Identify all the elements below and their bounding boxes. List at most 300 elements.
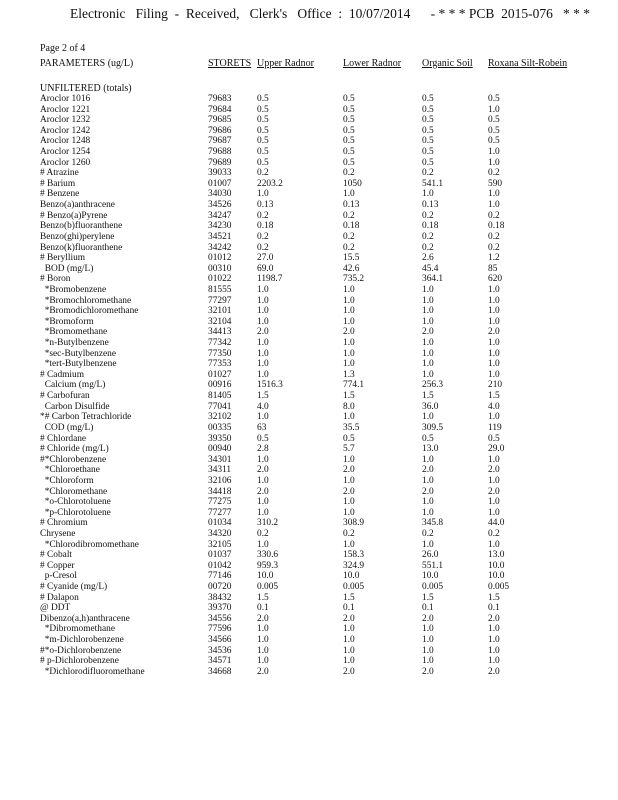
parameter-name: *m-Dichlorobenzene <box>40 635 124 646</box>
table-row <box>40 412 600 423</box>
roxana-silt-value: 1.5 <box>488 391 500 402</box>
storet-code: 77596 <box>208 624 232 635</box>
upper-radnor-value: 1.0 <box>257 295 269 306</box>
lower-radnor-header: Lower Radnor <box>343 58 402 69</box>
organic-soil-value: 1.0 <box>422 624 434 635</box>
lower-radnor-value: 0.2 <box>343 528 355 539</box>
roxana-silt-value: 1.0 <box>488 656 500 667</box>
storet-code: 34247 <box>208 210 232 221</box>
parameter-name: # Cyanide (mg/L) <box>40 582 108 593</box>
lower-radnor-value: 15.5 <box>343 253 360 264</box>
organic-soil-value: 1.0 <box>422 507 434 518</box>
storet-code: 79689 <box>208 157 232 168</box>
parameter-name: # Cobalt <box>40 550 73 561</box>
lower-radnor-value: 0.2 <box>343 242 355 253</box>
organic-soil-value: 0.2 <box>422 210 434 221</box>
section-label: UNFILTERED (totals) <box>40 83 132 94</box>
upper-radnor-value: 2.8 <box>257 444 269 455</box>
storet-code: 34311 <box>208 465 232 476</box>
organic-soil-value: 0.5 <box>422 94 434 104</box>
storet-code: 79685 <box>208 115 232 126</box>
roxana-silt-value: 1.0 <box>488 348 500 359</box>
organic-soil-value: 2.0 <box>422 327 434 338</box>
organic-soil-value: 0.5 <box>422 147 434 158</box>
lower-radnor-value: 1.0 <box>343 295 355 306</box>
roxana-silt-value: 1.0 <box>488 295 500 306</box>
roxana-silt-value: 10.0 <box>488 571 505 582</box>
organic-soil-value: 0.1 <box>422 603 434 614</box>
organic-soil-value: 551.1 <box>422 560 444 571</box>
organic-soil-value: 1.0 <box>422 189 434 200</box>
lower-radnor-value: 0.2 <box>343 231 355 242</box>
roxana-silt-value: 1.0 <box>488 306 500 317</box>
upper-radnor-value: 1.0 <box>257 497 269 508</box>
lower-radnor-value: 0.18 <box>343 221 360 232</box>
organic-soil-value: 309.5 <box>422 422 444 433</box>
organic-soil-value: 0.5 <box>422 115 434 126</box>
filing-stamp-header: Electronic Filing - Received, Clerk's Office : 10/07/2014 - * * * PCB 2015-076 * * * <box>70 6 590 21</box>
column-header-row <box>40 58 600 72</box>
upper-radnor-value: 0.2 <box>257 528 269 539</box>
organic-soil-value: 1.0 <box>422 348 434 359</box>
table-row <box>40 497 600 508</box>
parameter-name: *Bromodichloromethane <box>40 306 139 317</box>
roxana-silt-value: 1.0 <box>488 147 500 158</box>
organic-soil-value: 1.0 <box>422 359 434 370</box>
parameter-name: *Bromomethane <box>40 327 108 338</box>
parameter-name: BOD (mg/L) <box>40 263 94 274</box>
storet-code: 77041 <box>208 401 232 412</box>
lower-radnor-value: 1.0 <box>343 475 355 486</box>
organic-soil-value: 0.2 <box>422 231 434 242</box>
organic-soil-value: 1.0 <box>422 412 434 423</box>
roxana-silt-value: 29.0 <box>488 444 505 455</box>
lower-radnor-value: 158.3 <box>343 550 365 561</box>
parameter-name: # Barium <box>40 178 76 189</box>
organic-soil-value: 10.0 <box>422 571 439 582</box>
organic-soil-value: 0.13 <box>422 200 439 211</box>
organic-soil-value: 1.0 <box>422 475 434 486</box>
roxana-silt-value: 2.0 <box>488 486 500 497</box>
lower-radnor-value: 42.6 <box>343 263 360 274</box>
roxana-silt-value: 1.2 <box>488 253 500 264</box>
storet-code: 32101 <box>208 306 232 317</box>
storet-code: 77350 <box>208 348 232 359</box>
table-row <box>40 306 600 317</box>
storet-code: 00310 <box>208 263 232 274</box>
table-row <box>40 274 600 285</box>
lower-radnor-value: 1.5 <box>343 391 355 402</box>
upper-radnor-value: 0.2 <box>257 242 269 253</box>
lower-radnor-value: 0.5 <box>343 115 355 126</box>
parameter-name: @ DDT <box>40 603 71 614</box>
storet-code: 00720 <box>208 582 232 593</box>
upper-radnor-value: 2.0 <box>257 327 269 338</box>
parameter-name: p-Cresol <box>40 571 77 582</box>
parameters-header: PARAMETERS (ug/L) <box>40 58 134 69</box>
roxana-silt-value: 0.5 <box>488 136 500 147</box>
table-row <box>40 296 600 307</box>
table-row <box>40 624 600 635</box>
parameter-name: Aroclor 1260 <box>40 157 91 168</box>
parameter-name: # Benzo(a)Pyrene <box>40 210 108 221</box>
parameter-name: *Chloroethane <box>40 465 100 476</box>
roxana-silt-value: 1.0 <box>488 284 500 295</box>
storet-code: 77277 <box>208 507 232 518</box>
upper-radnor-value: 1.0 <box>257 624 269 635</box>
lower-radnor-value: 0.1 <box>343 603 355 614</box>
table-row <box>40 253 600 264</box>
storet-code: 81405 <box>208 391 232 402</box>
lower-radnor-value: 2.0 <box>343 613 355 624</box>
storet-code: 34320 <box>208 528 232 539</box>
organic-soil-value: 0.5 <box>422 157 434 168</box>
parameter-name: Calcium (mg/L) <box>40 380 106 391</box>
roxana-silt-value: 119 <box>488 422 502 433</box>
upper-radnor-value: 2.0 <box>257 465 269 476</box>
lower-radnor-value: 1.0 <box>343 189 355 200</box>
roxana-silt-value: 0.5 <box>488 125 500 136</box>
table-row <box>40 402 600 413</box>
table-row <box>40 327 600 338</box>
parameter-name: # Chromium <box>40 518 88 529</box>
table-row <box>40 561 600 572</box>
table-row <box>40 115 600 126</box>
organic-soil-value: 0.5 <box>422 125 434 136</box>
roxana-silt-value: 1.0 <box>488 369 500 380</box>
lower-radnor-value: 0.2 <box>343 168 355 179</box>
table-row <box>40 317 600 328</box>
organic-soil-value: 1.0 <box>422 284 434 295</box>
storet-code: 01037 <box>208 550 232 561</box>
table-row <box>40 656 600 667</box>
organic-soil-value: 345.8 <box>422 518 444 529</box>
parameter-name: Carbon Disulfide <box>40 401 110 412</box>
roxana-silt-value: 1.0 <box>488 338 500 349</box>
roxana-silt-value: 1.0 <box>488 412 500 423</box>
lower-radnor-value: 1.0 <box>343 359 355 370</box>
upper-radnor-value: 1.0 <box>257 454 269 465</box>
parameter-name: *Dibromomethane <box>40 624 115 635</box>
parameter-name: # Benzene <box>40 189 80 200</box>
storet-code: 34030 <box>208 189 232 200</box>
parameter-name: *sec-Butylbenzene <box>40 348 117 359</box>
storet-code: 32104 <box>208 316 232 327</box>
organic-soil-value: 2.0 <box>422 666 434 677</box>
storet-code: 34301 <box>208 454 232 465</box>
table-row <box>40 94 600 105</box>
lower-radnor-value: 0.5 <box>343 104 355 115</box>
organic-soil-value: 1.0 <box>422 645 434 656</box>
lower-radnor-value: 8.0 <box>343 401 355 412</box>
upper-radnor-value: 2.0 <box>257 613 269 624</box>
roxana-silt-value: 13.0 <box>488 550 505 561</box>
lower-radnor-value: 774.1 <box>343 380 365 391</box>
organic-soil-value: 0.5 <box>422 136 434 147</box>
lower-radnor-value: 2.0 <box>343 486 355 497</box>
storet-code: 00335 <box>208 422 232 433</box>
upper-radnor-value: 0.5 <box>257 115 269 126</box>
upper-radnor-value: 1.0 <box>257 189 269 200</box>
storet-code: 01027 <box>208 369 232 380</box>
organic-soil-value: 0.5 <box>422 433 434 444</box>
roxana-silt-value: 0.5 <box>488 433 500 444</box>
organic-soil-value: 36.0 <box>422 401 439 412</box>
lower-radnor-value: 1.3 <box>343 369 355 380</box>
parameter-name: Aroclor 1016 <box>40 94 91 104</box>
table-row <box>40 444 600 455</box>
lower-radnor-value: 35.5 <box>343 422 360 433</box>
lower-radnor-value: 5.7 <box>343 444 355 455</box>
roxana-silt-value: 10.0 <box>488 560 505 571</box>
table-row <box>40 359 600 370</box>
table-row <box>40 423 600 434</box>
organic-soil-value: 364.1 <box>422 274 444 285</box>
lower-radnor-value: 1.0 <box>343 539 355 550</box>
parameter-name: *p-Chlorotoluene <box>40 507 111 518</box>
table-row <box>40 550 600 561</box>
upper-radnor-value: 2203.2 <box>257 178 283 189</box>
parameter-name: # Chloride (mg/L) <box>40 444 109 455</box>
parameter-name: Chrysene <box>40 528 76 539</box>
roxana-silt-value: 2.0 <box>488 613 500 624</box>
table-row <box>40 200 600 211</box>
table-row <box>40 487 600 498</box>
table-row <box>40 434 600 445</box>
upper-radnor-value: 1.0 <box>257 645 269 656</box>
upper-radnor-value: 1198.7 <box>257 274 283 285</box>
table-row <box>40 349 600 360</box>
table-row <box>40 571 600 582</box>
storet-code: 77297 <box>208 295 232 306</box>
lower-radnor-value: 1.0 <box>343 284 355 295</box>
lower-radnor-value: 1.0 <box>343 338 355 349</box>
table-row <box>40 518 600 529</box>
upper-radnor-value: 0.5 <box>257 94 269 104</box>
lower-radnor-value: 1.0 <box>343 412 355 423</box>
storet-code: 34242 <box>208 242 232 253</box>
upper-radnor-value: 959.3 <box>257 560 279 571</box>
upper-radnor-value: 0.5 <box>257 136 269 147</box>
parameter-name: *# Carbon Tetrachloride <box>40 412 132 423</box>
table-row <box>40 105 600 116</box>
parameter-name: # Boron <box>40 274 71 285</box>
upper-radnor-header: Upper Radnor <box>257 58 314 69</box>
organic-soil-value: 0.2 <box>422 242 434 253</box>
organic-soil-value: 2.0 <box>422 613 434 624</box>
lower-radnor-value: 735.2 <box>343 274 365 285</box>
table-row <box>40 540 600 551</box>
roxana-silt-value: 0.5 <box>488 115 500 126</box>
lower-radnor-value: 1.0 <box>343 507 355 518</box>
roxana-silt-value: 2.0 <box>488 465 500 476</box>
storet-code: 34536 <box>208 645 232 656</box>
storet-code: 79687 <box>208 136 232 147</box>
table-row <box>40 667 600 678</box>
storet-code: 34556 <box>208 613 232 624</box>
table-row <box>40 232 600 243</box>
lower-radnor-value: 1.5 <box>343 592 355 603</box>
roxana-silt-value: 0.1 <box>488 603 500 614</box>
upper-radnor-value: 1.0 <box>257 412 269 423</box>
roxana-silt-value: 4.0 <box>488 401 500 412</box>
roxana-silt-value: 1.0 <box>488 104 500 115</box>
upper-radnor-value: 0.5 <box>257 433 269 444</box>
storet-code: 34566 <box>208 635 232 646</box>
roxana-silt-value: 1.0 <box>488 157 500 168</box>
roxana-silt-value: 1.0 <box>488 507 500 518</box>
storet-code: 01042 <box>208 560 232 571</box>
storet-code: 01034 <box>208 518 232 529</box>
parameter-name: # Dalapon <box>40 592 79 603</box>
parameter-name: *Bromochloromethane <box>40 295 132 306</box>
lower-radnor-value: 1.0 <box>343 497 355 508</box>
roxana-silt-value: 0.2 <box>488 210 500 221</box>
parameter-name: # Atrazine <box>40 168 79 179</box>
storet-code: 34668 <box>208 666 232 677</box>
organic-soil-value: 2.0 <box>422 486 434 497</box>
lower-radnor-value: 2.0 <box>343 327 355 338</box>
upper-radnor-value: 1.0 <box>257 475 269 486</box>
organic-soil-value: 1.0 <box>422 539 434 550</box>
table-row <box>40 179 600 190</box>
lower-radnor-value: 0.13 <box>343 200 360 211</box>
storet-code: 39370 <box>208 603 232 614</box>
table-row <box>40 370 600 381</box>
lower-radnor-value: 1.0 <box>343 645 355 656</box>
upper-radnor-value: 330.6 <box>257 550 279 561</box>
upper-radnor-value: 1.0 <box>257 284 269 295</box>
upper-radnor-value: 310.2 <box>257 518 279 529</box>
parameter-name: Aroclor 1242 <box>40 125 91 136</box>
lower-radnor-value: 2.0 <box>343 465 355 476</box>
roxana-silt-value: 1.0 <box>488 359 500 370</box>
upper-radnor-value: 1.0 <box>257 539 269 550</box>
table-row <box>40 593 600 604</box>
upper-radnor-value: 4.0 <box>257 401 269 412</box>
storet-code: 01012 <box>208 253 232 264</box>
upper-radnor-value: 0.18 <box>257 221 274 232</box>
organic-soil-value: 1.0 <box>422 316 434 327</box>
upper-radnor-value: 0.2 <box>257 168 269 179</box>
storet-code: 79686 <box>208 125 232 136</box>
parameter-name: Benzo(k)fluoranthene <box>40 242 123 253</box>
parameter-name: # Beryllium <box>40 253 86 264</box>
parameter-name: Aroclor 1254 <box>40 147 91 158</box>
storet-code: 32102 <box>208 412 232 423</box>
parameter-name: *Chlorodibromomethane <box>40 539 139 550</box>
roxana-silt-value: 1.0 <box>488 454 500 465</box>
organic-soil-value: 13.0 <box>422 444 439 455</box>
upper-radnor-value: 1.0 <box>257 635 269 646</box>
storet-code: 01022 <box>208 274 232 285</box>
lower-radnor-value: 1050 <box>343 178 362 189</box>
lower-radnor-value: 308.9 <box>343 518 365 529</box>
storet-code: 34230 <box>208 221 232 232</box>
lower-radnor-value: 1.0 <box>343 624 355 635</box>
parameter-name: # Cadmium <box>40 369 85 380</box>
upper-radnor-value: 0.005 <box>257 582 279 593</box>
parameter-name: # Carbofuran <box>40 391 90 402</box>
storet-code: 00916 <box>208 380 232 391</box>
lower-radnor-value: 0.5 <box>343 94 355 104</box>
lower-radnor-value: 0.5 <box>343 433 355 444</box>
organic-soil-value: 1.5 <box>422 391 434 402</box>
storet-code: 39350 <box>208 433 232 444</box>
upper-radnor-value: 1.0 <box>257 316 269 327</box>
storet-code: 32105 <box>208 539 232 550</box>
parameter-name: *Dichlorodifluoromethane <box>40 666 145 677</box>
parameter-name: # Chlordane <box>40 433 87 444</box>
parameter-name: Benzo(ghi)perylene <box>40 231 115 242</box>
roxana-silt-value: 44.0 <box>488 518 505 529</box>
parameter-name: Aroclor 1221 <box>40 104 91 115</box>
table-row <box>40 126 600 137</box>
roxana-silt-value: 0.18 <box>488 221 505 232</box>
roxana-silt-value: 0.005 <box>488 582 510 593</box>
parameter-name: *Bromoform <box>40 316 94 327</box>
organic-soil-value: 1.0 <box>422 295 434 306</box>
storets-header: STORETS <box>208 58 252 69</box>
upper-radnor-value: 1.0 <box>257 369 269 380</box>
storet-code: 34413 <box>208 327 232 338</box>
roxana-silt-value: 590 <box>488 178 503 189</box>
organic-soil-value: 0.5 <box>422 104 434 115</box>
roxana-silt-value: 1.0 <box>488 497 500 508</box>
parameter-name: COD (mg/L) <box>40 422 94 433</box>
upper-radnor-value: 69.0 <box>257 263 274 274</box>
table-row <box>40 338 600 349</box>
lower-radnor-value: 1.0 <box>343 656 355 667</box>
organic-soil-value: 2.0 <box>422 465 434 476</box>
upper-radnor-value: 0.5 <box>257 125 269 136</box>
organic-soil-value: 26.0 <box>422 550 439 561</box>
table-row <box>40 168 600 179</box>
upper-radnor-value: 27.0 <box>257 253 274 264</box>
upper-radnor-value: 1.5 <box>257 592 269 603</box>
lower-radnor-value: 1.0 <box>343 635 355 646</box>
parameter-name: *n-Butylbenzene <box>40 338 109 349</box>
table-row <box>40 211 600 222</box>
upper-radnor-value: 1.5 <box>257 391 269 402</box>
lower-radnor-value: 10.0 <box>343 571 360 582</box>
parameter-name: *Bromobenzene <box>40 284 107 295</box>
lower-radnor-value: 0.5 <box>343 157 355 168</box>
organic-soil-value: 0.2 <box>422 528 434 539</box>
storet-code: 32106 <box>208 475 232 486</box>
upper-radnor-value: 1.0 <box>257 359 269 370</box>
storet-code: 00940 <box>208 444 232 455</box>
upper-radnor-value: 1.0 <box>257 338 269 349</box>
parameter-name: *o-Chlorotoluene <box>40 497 111 508</box>
upper-radnor-value: 2.0 <box>257 666 269 677</box>
lower-radnor-value: 0.5 <box>343 136 355 147</box>
lower-radnor-value: 1.0 <box>343 306 355 317</box>
roxana-silt-value: 1.0 <box>488 475 500 486</box>
parameter-name: Aroclor 1248 <box>40 136 91 147</box>
parameter-table <box>40 94 600 678</box>
upper-radnor-value: 0.5 <box>257 147 269 158</box>
table-row <box>40 243 600 254</box>
parameter-name: Dibenzo(a,h)anthracene <box>40 613 130 624</box>
table-row <box>40 635 600 646</box>
parameter-name: Benzo(a)anthracene <box>40 200 115 211</box>
organic-soil-value: 1.0 <box>422 306 434 317</box>
roxana-silt-value: 2.0 <box>488 327 500 338</box>
lower-radnor-value: 0.5 <box>343 125 355 136</box>
lower-radnor-value: 324.9 <box>343 560 365 571</box>
parameter-name: #*Chlorobenzene <box>40 454 107 465</box>
